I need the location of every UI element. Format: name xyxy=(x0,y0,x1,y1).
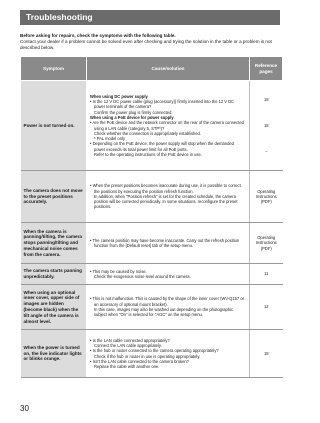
cause-cell xyxy=(87,223,250,264)
section-title: Troubleshooting xyxy=(26,12,93,22)
reference-cell: 12 xyxy=(250,285,283,330)
cause-cell xyxy=(87,81,250,171)
reference-cell xyxy=(250,81,283,171)
reference-cell: 11 xyxy=(250,264,283,285)
symptom-cell: When using an optional inner cover, upper side of images are hidden (become black) when the tilt angle of the camera is almost level. xyxy=(21,285,87,330)
subheading: When using DC power supply xyxy=(90,93,148,99)
table-row xyxy=(21,223,283,264)
continuation-text: Replace the cable with another one. xyxy=(94,364,160,370)
intro-lead: Before asking for repairs, check the symptoms with the following table. xyxy=(20,33,176,38)
symptom-cell: The camera does not move to the preset positions accurately. xyxy=(21,171,87,223)
continuation-text: Check if the hub or router in use is operating appropriately. xyxy=(94,353,201,359)
bullet-text: • This may be caused by noise. xyxy=(90,268,147,274)
symptom-cell: When the power is turned on, the live indicator lights or blinks orange. xyxy=(21,330,87,378)
header-cause: Cause/solution xyxy=(87,57,250,81)
reference-page: – xyxy=(265,149,268,155)
continuation-text: Refer to the operating instructions of the PoE device in use. xyxy=(94,151,202,157)
continuation-text: Check whether the connection is appropriately established. xyxy=(94,130,201,136)
reference-page: 18 xyxy=(263,122,269,128)
reference-cell: Operating Instructions (PDF) xyxy=(250,223,283,264)
header-symptom: Symptom xyxy=(21,57,87,81)
symptom-cell: The camera starts panning unpredictably. xyxy=(21,264,87,285)
bullet-text: • The camera position may have become inaccurate. Carry out the refresh position function from the [Default reset] tab of the setup menu. xyxy=(90,237,240,248)
continuation-text: Connect the LAN cable appropriately. xyxy=(94,342,162,348)
intro-text xyxy=(20,33,282,51)
cause-cell xyxy=(87,171,250,223)
intro-body: Contact your dealer if a problem cannot be solved even after checking and trying the solution in the table or a problem is not described below. xyxy=(20,39,272,50)
table-row xyxy=(21,285,283,330)
reference-cell: 18 xyxy=(250,330,283,378)
continuation-text: Check the exogenous noise level around the camera. xyxy=(94,274,191,279)
reference-cell: Operating Instructions (PDF) xyxy=(250,171,283,223)
symptom-cell: When the camera is panning/tilting, the camera stops panning/tilting and mechanical noise comes from the camera. xyxy=(21,223,87,264)
section-title-banner xyxy=(20,10,280,25)
troubleshooting-table xyxy=(20,56,283,378)
table-row xyxy=(21,330,283,378)
footnote-text: * PAL model only xyxy=(94,136,125,142)
symptom-cell: Power is not turned on. xyxy=(21,81,87,171)
bullet-text: • Is the LAN cable connected appropriately? xyxy=(90,337,170,343)
table-header-row xyxy=(21,57,283,81)
cause-cell xyxy=(87,330,250,378)
table-row xyxy=(21,81,283,171)
table-row xyxy=(21,264,283,285)
bullet-text: • Is the 12 V DC power cable (plug (accessory)) firmly inserted into the 12 V DC power terminals of the camera? xyxy=(90,99,235,110)
continuation-text: In this case, images may also be washed out depending on the photographic subject when "On" is selected for "AGC" on the setup menu. xyxy=(94,307,234,318)
header-reference: Reference pages xyxy=(250,57,283,81)
bullet-text: • Isn't the LAN cable connected to the camera broken? xyxy=(90,358,189,364)
subheading: When using a PoE device for power supply xyxy=(90,114,174,120)
cause-cell xyxy=(87,285,250,330)
bullet-text: • This is not malfunction. This is caused by the shape of the inner cover (WV-Q157 or an accessory of optional mount bracket). xyxy=(90,296,244,307)
bullet-text: • Are the PoE device and the network connector on the rear of the camera connected using a LAN cable (category 5, STP*)? xyxy=(90,120,244,131)
page-number: 30 xyxy=(20,404,29,413)
continuation-text: In addition, when "Position refresh" is set for the created schedule, the camera position will be corrected periodically. In some situations, reconfigure the preset positions. xyxy=(94,193,238,210)
reference-page: 18 xyxy=(263,96,269,102)
table-row xyxy=(21,171,283,223)
continuation-text: Confirm the power plug is firmly connected. xyxy=(94,109,173,115)
bullet-text: • Depending on the PoE device, the power supply will stop when the demanded power exceeds its total power limit for all PoE ports. xyxy=(90,141,234,152)
bullet-text: • Is the hub or router connected to the camera operating appropriately? xyxy=(90,348,219,354)
bullet-text: • When the preset positions becomes inaccurate during use, it is possible to correct the positions by executing the position refresh function. xyxy=(90,183,241,194)
cause-cell xyxy=(87,264,250,285)
